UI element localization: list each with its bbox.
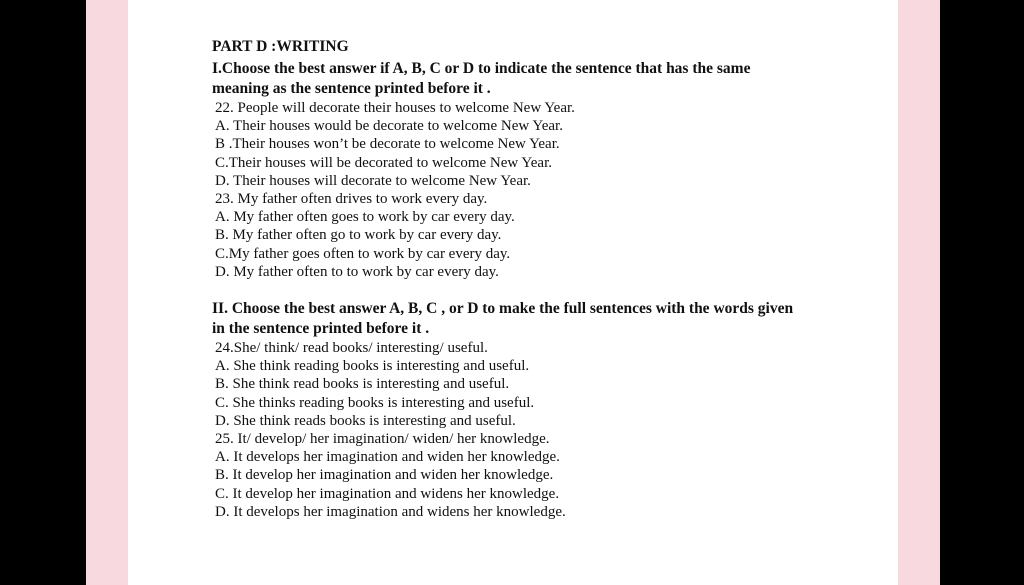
pink-margin-right <box>898 0 940 585</box>
question-23: 23. My father often drives to work every day. <box>215 191 488 208</box>
question-22-option-c: C.Their houses will be decorated to welcome New Year. <box>215 154 552 171</box>
question-22-option-b: B .Their houses won’t be decorate to welcome New Year. <box>215 136 560 153</box>
question-22: 22. People will decorate their houses to welcome New Year. <box>215 100 575 116</box>
question-23-option-d: D. My father often to to work by car every day. <box>215 263 499 280</box>
black-border-left <box>0 0 86 585</box>
question-25-option-c: C. It develop her imagination and widens her knowledge. <box>215 485 560 502</box>
pink-margin-left <box>86 0 128 585</box>
question-25-option-d: D. It develops her imagination and widens her knowledge. <box>215 503 566 520</box>
question-24: 24.She/ think/ read books/ interesting/ useful. <box>215 340 488 357</box>
question-23-option-b: B. My father often go to work by car every day. <box>215 227 502 244</box>
question-25: 25. It/ develop/ her imagination/ widen/ her knowledge. <box>215 431 550 448</box>
black-border-right <box>940 0 1024 585</box>
question-25-option-b: B. It develop her imagination and widen her knowledge. <box>215 467 554 484</box>
section-2-instruction-line-1: II. Choose the best answer A, B, C , or D to make the full sentences with the words given <box>212 300 794 318</box>
question-23-option-c: C.My father goes often to work by car every day. <box>215 245 511 262</box>
section-2 <box>212 299 832 521</box>
section-2-instruction-line-2: in the sentence printed before it . <box>212 320 430 338</box>
question-24-option-d: D. She think reads books is interesting and useful. <box>215 412 516 429</box>
section-1-instruction-line-1: I.Choose the best answer if A, B, C or D to indicate the sentence that has the same <box>212 60 751 77</box>
question-24-option-a: A. She think reading books is interesting and useful. <box>215 358 530 375</box>
question-24-option-b: B. She think read books is interesting and useful. <box>215 376 510 393</box>
question-22-option-a: A. Their houses would be decorate to welcome New Year. <box>215 118 563 135</box>
worksheet-content <box>212 37 832 521</box>
part-title: PART D :WRITING <box>212 38 349 55</box>
question-25-option-a: A. It develops her imagination and widen her knowledge. <box>215 449 560 466</box>
question-24-option-c: C. She thinks reading books is interesting and useful. <box>215 394 535 411</box>
question-22-option-d: D. Their houses will decorate to welcome New Year. <box>215 172 531 189</box>
section-spacer <box>212 281 832 299</box>
section-1-instruction-line-2: meaning as the sentence printed before it . <box>212 80 491 97</box>
question-23-option-a: A. My father often goes to work by car every day. <box>215 209 515 226</box>
section-1 <box>212 59 832 281</box>
